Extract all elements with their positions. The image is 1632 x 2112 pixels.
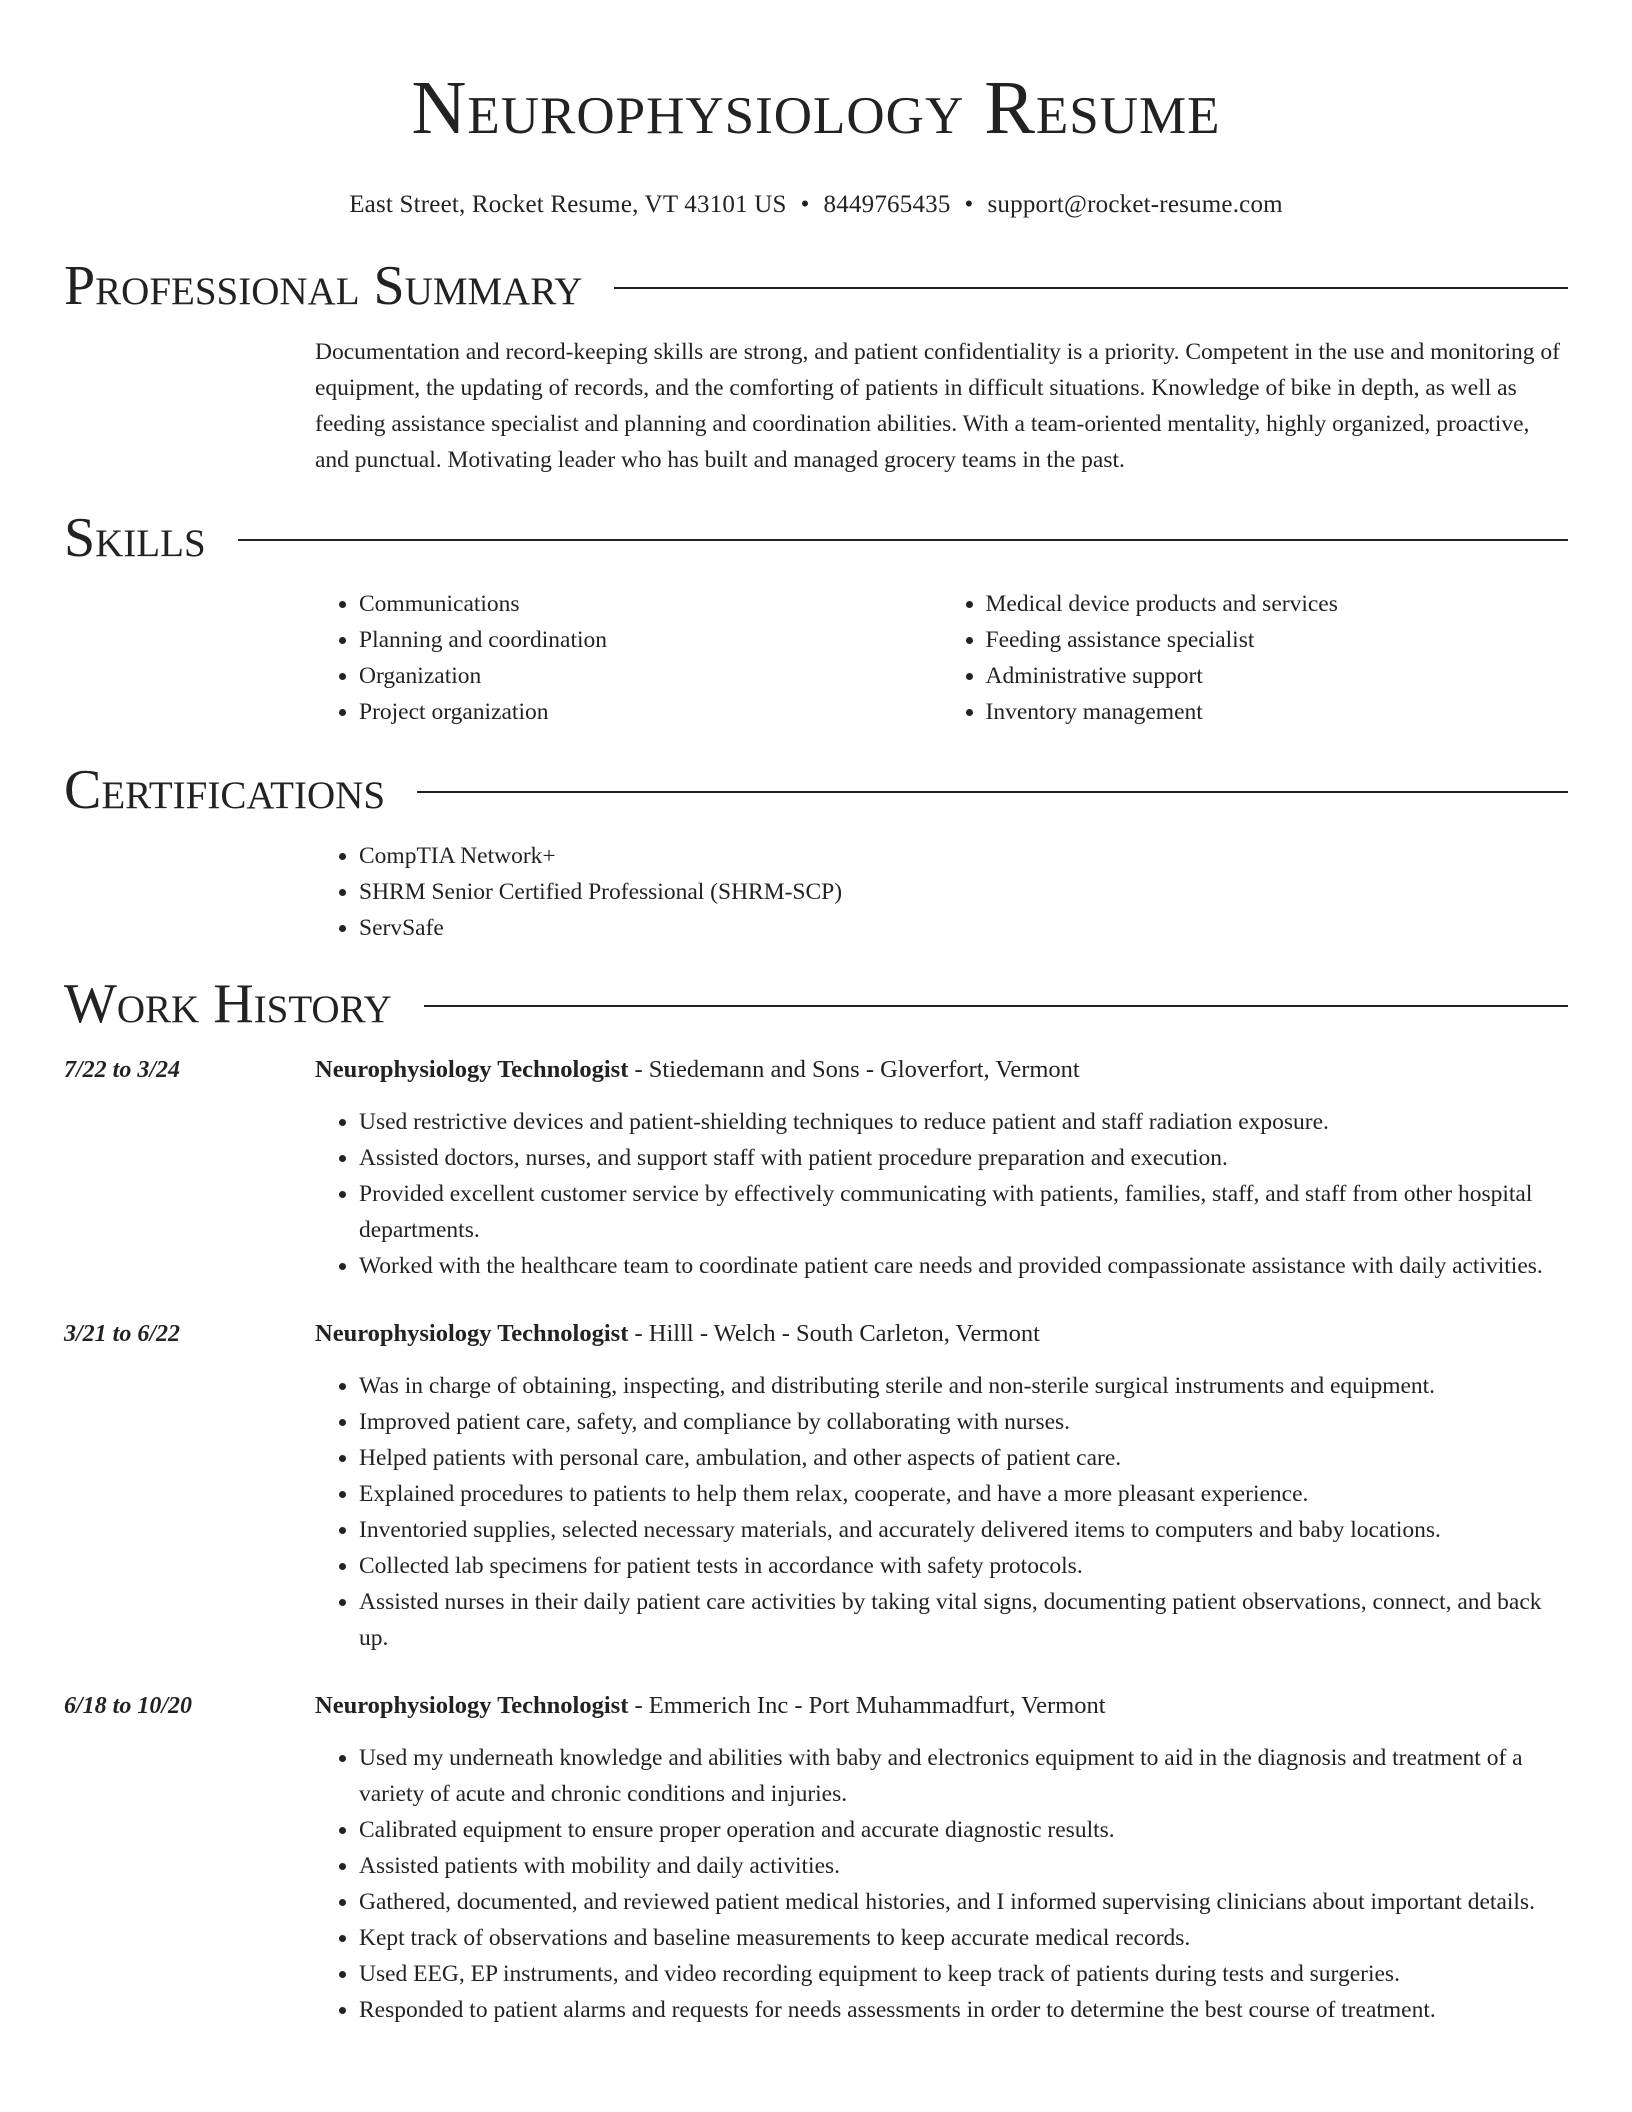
skill-item: • Medical device products and services — [986, 586, 1569, 622]
job-bullet: • Helped patients with personal care, ambulation, and other aspects of patient care. — [359, 1440, 1568, 1476]
section-divider — [614, 287, 1568, 289]
skill-item: • Administrative support — [986, 658, 1569, 694]
job-bullet: • Responded to patient alarms and requests for needs assessments in order to determine the best course of treatment. — [359, 1992, 1568, 2028]
skills-title: Skills — [64, 507, 206, 569]
contact-email: support@rocket-resume.com — [987, 191, 1283, 218]
skills-list-right — [942, 586, 1569, 730]
contact-separator: • — [964, 191, 974, 218]
job-employer: - Hilll - Welch - South Carleton, Vermont — [628, 1320, 1040, 1347]
skill-item: • Planning and coordination — [359, 622, 942, 658]
certifications-section — [315, 838, 1568, 946]
certification-item: • CompTIA Network+ — [359, 838, 1568, 874]
job-bullet: • Assisted doctors, nurses, and support staff with patient procedure preparation and execution. — [359, 1140, 1568, 1176]
section-divider — [417, 791, 1568, 793]
resume-page — [64, 0, 1568, 2028]
job-employer: - Stiedemann and Sons - Gloverfort, Vermont — [628, 1056, 1080, 1083]
job-title: Neurophysiology Technologist — [315, 1692, 629, 1719]
job-entry — [64, 1316, 1568, 1656]
work-section-header — [64, 970, 1568, 1038]
job-employer: - Emmerich Inc - Port Muhammadfurt, Vermont — [628, 1692, 1106, 1719]
job-date: 3/21 to 6/22 — [64, 1321, 181, 1347]
summary-section — [315, 334, 1568, 478]
skills-columns — [315, 586, 1568, 730]
skill-item: • Organization — [359, 658, 942, 694]
contact-address: East Street, Rocket Resume, VT 43101 US — [349, 191, 787, 218]
skill-item: • Inventory management — [986, 694, 1569, 730]
job-entry — [64, 1688, 1568, 2028]
skills-list-left — [315, 586, 942, 730]
skill-item: • Feeding assistance specialist — [986, 622, 1569, 658]
summary-title: Professional Summary — [64, 255, 583, 317]
job-bullet: • Assisted nurses in their daily patient care activities by taking vital signs, documenting patient observations, connect, and back up. — [359, 1584, 1568, 1656]
job-bullet: • Worked with the healthcare team to coordinate patient care needs and provided compassionate assistance with daily activities. — [359, 1248, 1568, 1284]
certification-item: • ServSafe — [359, 910, 1568, 946]
job-bullet: • Gathered, documented, and reviewed patient medical histories, and I informed supervising clinicians about important details. — [359, 1884, 1568, 1920]
section-divider — [424, 1005, 1568, 1007]
certifications-title: Certifications — [64, 759, 386, 821]
job-date: 7/22 to 3/24 — [64, 1057, 181, 1083]
job-bullets — [315, 1104, 1568, 1284]
skills-section-header — [64, 504, 1568, 572]
job-date: 6/18 to 10/20 — [64, 1693, 193, 1719]
job-bullet: • Was in charge of obtaining, inspecting, and distributing sterile and non-sterile surgical instruments and equipment. — [359, 1368, 1568, 1404]
job-title: Neurophysiology Technologist — [315, 1320, 629, 1347]
job-bullet: • Used my underneath knowledge and abilities with baby and electronics equipment to aid in the diagnosis and treatment of a variety of acute and chronic conditions and injuries. — [359, 1740, 1568, 1812]
job-bullet: • Calibrated equipment to ensure proper operation and accurate diagnostic results. — [359, 1812, 1568, 1848]
certifications-section-header — [64, 756, 1568, 824]
job-bullets — [315, 1740, 1568, 2028]
job-header — [315, 1052, 1568, 1088]
job-bullet: • Used EEG, EP instruments, and video recording equipment to keep track of patients during tests and surgeries. — [359, 1956, 1568, 1992]
job-header — [315, 1316, 1568, 1352]
contact-phone: 8449765435 — [823, 191, 951, 218]
certifications-list — [315, 838, 1568, 946]
summary-text: Documentation and record-keeping skills are strong, and patient confidentiality is a priority. Competent in the use and monitoring of equipment, the updating of records, and the comforting of patients in difficult situations. Knowledge of bike in depth, as well as feeding assistance specialist and planning and coordination abilities. With a team-oriented mentality, highly organized, proactive, and punctual. Motivating leader who has built and managed grocery teams in the past. — [315, 339, 1560, 473]
work-title: Work History — [64, 973, 392, 1035]
job-bullet: • Improved patient care, safety, and compliance by collaborating with nurses. — [359, 1404, 1568, 1440]
job-entry — [64, 1052, 1568, 1284]
contact-line — [64, 188, 1568, 222]
contact-separator: • — [800, 191, 810, 218]
job-bullet: • Explained procedures to patients to help them relax, cooperate, and have a more pleasant experience. — [359, 1476, 1568, 1512]
skill-item: • Communications — [359, 586, 942, 622]
job-bullet: • Assisted patients with mobility and daily activities. — [359, 1848, 1568, 1884]
job-bullet: • Collected lab specimens for patient tests in accordance with safety protocols. — [359, 1548, 1568, 1584]
skills-section — [315, 586, 1568, 730]
resume-name: Neurophysiology Resume — [411, 66, 1221, 150]
skill-item: • Project organization — [359, 694, 942, 730]
section-divider — [238, 539, 1568, 541]
job-bullet: • Provided excellent customer service by effectively communicating with patients, families, staff, and staff from other hospital departments. — [359, 1176, 1568, 1248]
job-bullet: • Inventoried supplies, selected necessary materials, and accurately delivered items to computers and baby locations. — [359, 1512, 1568, 1548]
certification-item: • SHRM Senior Certified Professional (SHRM-SCP) — [359, 874, 1568, 910]
job-title: Neurophysiology Technologist — [315, 1056, 629, 1083]
job-header — [315, 1688, 1568, 1724]
job-bullet: • Kept track of observations and baseline measurements to keep accurate medical records. — [359, 1920, 1568, 1956]
job-bullet: • Used restrictive devices and patient-shielding techniques to reduce patient and staff radiation exposure. — [359, 1104, 1568, 1140]
summary-section-header — [64, 252, 1568, 320]
job-bullets — [315, 1368, 1568, 1656]
